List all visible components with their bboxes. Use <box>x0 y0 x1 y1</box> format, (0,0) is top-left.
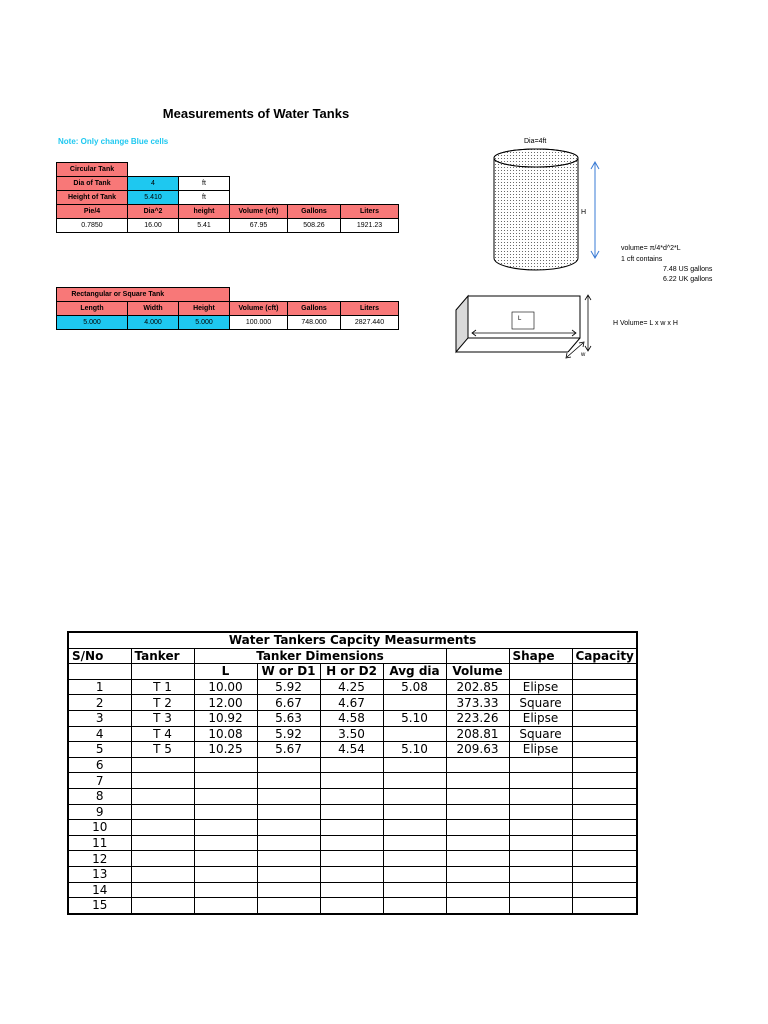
cell-capacity <box>572 710 637 726</box>
cell-w: 5.63 <box>257 710 320 726</box>
table-row <box>68 835 637 851</box>
cell-h: 4.54 <box>320 742 383 758</box>
cell-w <box>257 898 320 914</box>
cell-avg <box>383 898 446 914</box>
cell-volume <box>446 866 509 882</box>
cell-capacity <box>572 804 637 820</box>
cell-tanker: T 1 <box>131 679 194 695</box>
cell-tanker: T 3 <box>131 710 194 726</box>
cell-h <box>320 820 383 836</box>
cell-w <box>257 804 320 820</box>
cell-sno: 11 <box>68 835 131 851</box>
cell-capacity <box>572 679 637 695</box>
circ-value-cell: 5.41 <box>179 219 230 233</box>
rectangular-tank-table <box>56 287 399 330</box>
sub-w: W or D1 <box>257 664 320 680</box>
cell-volume <box>446 788 509 804</box>
cell-sno: 8 <box>68 788 131 804</box>
circ-value-cell: 1921.23 <box>341 219 399 233</box>
cell-sno: 15 <box>68 898 131 914</box>
page-title: Measurements of Water Tanks <box>162 106 350 121</box>
box-w-label: w <box>581 352 586 358</box>
height-label: Height of Tank <box>57 191 128 205</box>
rect-header-cell: Liters <box>341 302 399 316</box>
cell-l <box>194 835 257 851</box>
cell-volume <box>446 820 509 836</box>
table-row <box>68 882 637 898</box>
cell-tanker: T 5 <box>131 742 194 758</box>
sub-avg: Avg dia <box>383 664 446 680</box>
uk-gallons: 6.22 UK gallons <box>663 276 713 283</box>
cell-h <box>320 804 383 820</box>
rect-value-cell: 748.000 <box>288 316 341 330</box>
cell-sno: 5 <box>68 742 131 758</box>
cell-shape <box>509 866 572 882</box>
cell-capacity <box>572 866 637 882</box>
cell-sno: 12 <box>68 851 131 867</box>
cell-shape <box>509 804 572 820</box>
cell-shape <box>509 898 572 914</box>
cell-h <box>320 788 383 804</box>
cell-capacity <box>572 695 637 711</box>
cell-w <box>257 757 320 773</box>
cell-l: 10.92 <box>194 710 257 726</box>
circ-value-cell: 0.7850 <box>57 219 128 233</box>
dia-input[interactable]: 4 <box>128 177 179 191</box>
col-sno: S/No <box>68 648 131 664</box>
cell-h <box>320 773 383 789</box>
cylinder-diagram <box>488 145 608 280</box>
cell-sno: 3 <box>68 710 131 726</box>
circular-tank-label: Circular Tank <box>57 163 128 177</box>
dia-label: Dia of Tank <box>57 177 128 191</box>
cell-shape <box>509 788 572 804</box>
cell-shape <box>509 820 572 836</box>
cell-l <box>194 898 257 914</box>
rect-header-cell: Volume (cft) <box>230 302 288 316</box>
cell-capacity <box>572 773 637 789</box>
cell-sno: 6 <box>68 757 131 773</box>
cell-shape: Elipse <box>509 742 572 758</box>
cell-tanker <box>131 882 194 898</box>
cell-avg <box>383 788 446 804</box>
cell-avg <box>383 726 446 742</box>
cell-h <box>320 898 383 914</box>
col-tanker: Tanker <box>131 648 194 664</box>
circ-header-cell: height <box>179 205 230 219</box>
cell-avg: 5.08 <box>383 679 446 695</box>
table-row <box>68 742 637 758</box>
circ-value-cell: 16.00 <box>128 219 179 233</box>
cell-capacity <box>572 898 637 914</box>
cell-capacity <box>572 726 637 742</box>
cell-w: 6.67 <box>257 695 320 711</box>
cell-avg: 5.10 <box>383 710 446 726</box>
cell-shape: Elipse <box>509 710 572 726</box>
width-input[interactable]: 4.000 <box>128 316 179 330</box>
table-row <box>68 788 637 804</box>
cell-w <box>257 820 320 836</box>
cell-sno: 10 <box>68 820 131 836</box>
cell-shape <box>509 882 572 898</box>
cell-volume <box>446 804 509 820</box>
circ-header-cell: Volume (cft) <box>230 205 288 219</box>
rect-value-cell: 100.000 <box>230 316 288 330</box>
cell-shape <box>509 851 572 867</box>
cell-l: 12.00 <box>194 695 257 711</box>
cell-capacity <box>572 882 637 898</box>
cell-h: 4.67 <box>320 695 383 711</box>
cell-avg <box>383 695 446 711</box>
cell-volume: 202.85 <box>446 679 509 695</box>
cell-h <box>320 757 383 773</box>
us-gallons: 7.48 US gallons <box>663 266 713 273</box>
cell-w: 5.67 <box>257 742 320 758</box>
cell-sno: 7 <box>68 773 131 789</box>
cell-h: 4.25 <box>320 679 383 695</box>
circ-header-cell: Gallons <box>288 205 341 219</box>
cell-h <box>320 866 383 882</box>
cell-avg <box>383 773 446 789</box>
cell-l <box>194 851 257 867</box>
rectangular-tank-label: Rectangular or Square Tank <box>57 288 179 302</box>
cylinder-h-label: H <box>581 209 587 216</box>
cell-sno: 13 <box>68 866 131 882</box>
dia-unit: ft <box>179 177 230 191</box>
note-text: Note: Only change Blue cells <box>58 137 169 146</box>
length-input[interactable]: 5.000 <box>57 316 128 330</box>
cell-tanker <box>131 788 194 804</box>
cell-tanker <box>131 835 194 851</box>
cell-volume <box>446 898 509 914</box>
table-row <box>68 679 637 695</box>
box-h-volume: H Volume= L x w x H <box>613 320 678 327</box>
cell-w <box>257 835 320 851</box>
table-row <box>68 773 637 789</box>
cell-volume: 208.81 <box>446 726 509 742</box>
cell-avg <box>383 804 446 820</box>
circ-value-cell: 67.95 <box>230 219 288 233</box>
box-diagram <box>452 290 602 362</box>
cell-avg <box>383 882 446 898</box>
cell-l: 10.08 <box>194 726 257 742</box>
table-row <box>68 851 637 867</box>
cell-h: 3.50 <box>320 726 383 742</box>
cell-volume <box>446 757 509 773</box>
cell-shape: Square <box>509 726 572 742</box>
sub-h: H or D2 <box>320 664 383 680</box>
cell-shape: Elipse <box>509 679 572 695</box>
cell-sno: 1 <box>68 679 131 695</box>
cell-tanker <box>131 804 194 820</box>
table-row <box>68 820 637 836</box>
cell-avg <box>383 820 446 836</box>
tanker-table-title: Water Tankers Capcity Measurments <box>68 632 637 648</box>
cell-tanker <box>131 757 194 773</box>
cell-capacity <box>572 757 637 773</box>
cell-tanker <box>131 773 194 789</box>
cell-l <box>194 866 257 882</box>
cell-w <box>257 866 320 882</box>
cell-capacity <box>572 820 637 836</box>
cell-avg <box>383 757 446 773</box>
cell-w <box>257 788 320 804</box>
table-row <box>68 726 637 742</box>
rect-header-cell: Height <box>179 302 230 316</box>
cell-h <box>320 851 383 867</box>
cell-l <box>194 882 257 898</box>
cell-sno: 4 <box>68 726 131 742</box>
circular-tank-table <box>56 162 399 233</box>
sub-volume: Volume <box>446 664 509 680</box>
height-input-rect[interactable]: 5.000 <box>179 316 230 330</box>
cell-volume: 209.63 <box>446 742 509 758</box>
sub-l: L <box>194 664 257 680</box>
cell-tanker <box>131 851 194 867</box>
cell-tanker: T 2 <box>131 695 194 711</box>
height-input[interactable]: 5.410 <box>128 191 179 205</box>
cell-shape: Square <box>509 695 572 711</box>
cell-shape <box>509 773 572 789</box>
cell-volume <box>446 851 509 867</box>
cell-capacity <box>572 742 637 758</box>
col-capacity: Capacity <box>572 648 637 664</box>
volume-formula: volume= π/4*d^2*L <box>621 245 681 252</box>
cell-volume: 373.33 <box>446 695 509 711</box>
table-row <box>68 695 637 711</box>
circ-header-cell: Liters <box>341 205 399 219</box>
cell-sno: 14 <box>68 882 131 898</box>
circ-value-cell: 508.26 <box>288 219 341 233</box>
cell-h <box>320 882 383 898</box>
cell-l <box>194 757 257 773</box>
cell-l: 10.25 <box>194 742 257 758</box>
table-row <box>68 757 637 773</box>
table-row <box>68 710 637 726</box>
cell-tanker <box>131 820 194 836</box>
col-dimensions: Tanker Dimensions <box>194 648 446 664</box>
cell-h <box>320 835 383 851</box>
cell-w <box>257 851 320 867</box>
cell-w <box>257 773 320 789</box>
cell-sno: 9 <box>68 804 131 820</box>
rect-header-cell: Gallons <box>288 302 341 316</box>
cell-volume <box>446 835 509 851</box>
cell-shape <box>509 835 572 851</box>
cell-volume: 223.26 <box>446 710 509 726</box>
cell-avg: 5.10 <box>383 742 446 758</box>
cell-capacity <box>572 788 637 804</box>
cylinder-dia-label: Dia=4ft <box>524 138 547 145</box>
rect-value-cell: 2827.440 <box>341 316 399 330</box>
cell-volume <box>446 773 509 789</box>
tanker-table <box>67 631 638 915</box>
box-l-label: L <box>518 316 522 322</box>
cell-tanker <box>131 898 194 914</box>
height-unit: ft <box>179 191 230 205</box>
rect-header-cell: Width <box>128 302 179 316</box>
table-row <box>68 898 637 914</box>
cell-l <box>194 788 257 804</box>
col-shape: Shape <box>509 648 572 664</box>
cft-contains: 1 cft contains <box>621 256 663 263</box>
table-row <box>68 804 637 820</box>
cell-volume <box>446 882 509 898</box>
cell-avg <box>383 851 446 867</box>
cell-sno: 2 <box>68 695 131 711</box>
cell-tanker <box>131 866 194 882</box>
cell-avg <box>383 866 446 882</box>
cell-l <box>194 820 257 836</box>
cell-capacity <box>572 851 637 867</box>
cell-l <box>194 773 257 789</box>
circ-header-cell: Dia^2 <box>128 205 179 219</box>
circ-header-cell: Pie/4 <box>57 205 128 219</box>
cell-tanker: T 4 <box>131 726 194 742</box>
cell-w: 5.92 <box>257 679 320 695</box>
cell-w: 5.92 <box>257 726 320 742</box>
cell-capacity <box>572 835 637 851</box>
table-row <box>68 866 637 882</box>
cell-shape <box>509 757 572 773</box>
cell-avg <box>383 835 446 851</box>
cell-l <box>194 804 257 820</box>
cell-w <box>257 882 320 898</box>
rect-header-cell: Length <box>57 302 128 316</box>
cell-h: 4.58 <box>320 710 383 726</box>
cell-l: 10.00 <box>194 679 257 695</box>
